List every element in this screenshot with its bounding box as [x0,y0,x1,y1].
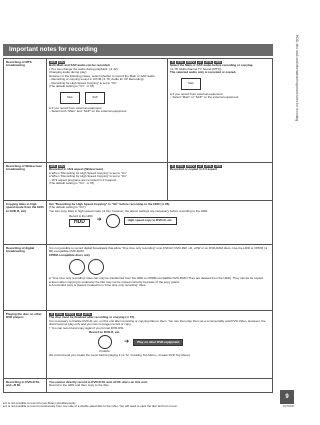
text-line: You can copy titles in high speed mode (➔ 61); however, the above settings are necessary before recording to the HDD. [49,208,209,213]
illus-caption: Finalize [99,349,110,353]
row-col2 [168,163,273,201]
disc-icon [106,214,120,228]
row-label: Copying titles in high speed mode from the HDD to DVD-R, etc) [4,201,47,245]
text-line: ● "One time only recording" titles can only be transferred from the HDD to CPRM compatible DVD-RAM (They are deleted from the HDD). They cannot be copied. [49,276,264,280]
text-line: Recorded or copied in 4:3 aspect [170,167,218,171]
badge: +R DL [83,312,91,316]
page-number: 9 [280,390,294,404]
tv-illustration: Main [60,92,80,104]
side-tab: HDD, disc and card information/Important notes for recording [295,35,299,122]
text-line: (➔ 78, Multi-channel TV Sound (MTS)) [170,66,222,71]
badge: -R DL [55,312,63,316]
text-line: The selected audio only is recorded or copied. [170,70,237,74]
badge: HDD [50,164,56,168]
text-line: • You can change the audio during playback. (➔ 42) [49,66,118,71]
row-col1 [47,59,168,163]
text-line: We recommend you create the menu before playing it (➔ 72, Creating Top Menu—Create DVD Top Menu). [49,352,191,357]
text-line: – Select both "Main" and "SAP" on the external equipment. [49,109,128,113]
row-label: Playing the disc on other DVD players [4,311,47,379]
row-label: Recording of digital broadcasting [4,245,47,311]
page-code: RQT8308 [282,405,294,408]
row-col1 [47,163,168,201]
illus-caption: Record to the HDD [69,213,93,218]
row-label: Recording to DVD-R DL and +R DL [4,379,47,393]
text-line: Changing audio during play) [49,70,87,74]
text-line: ● Even when copying is underway the title may not be copied correctly because of the copy guard. [49,279,180,284]
arrow-icon: ➔ [124,338,130,345]
text-line: However in the following cases, select whether to record the Main or SAP audio. [49,73,156,78]
badge: HDD [50,60,56,64]
row-heading: Both Main and SAP audio can be recorded. [49,63,111,67]
text-line: It is necessary to finalize DVD-R, etc. on this unit after recording or copying titles to them. You can then play them as a commercially sold DVD-Video. However, the discs become play-only and you can no longer record or copy. [49,318,266,326]
row-heading: The disc must be finalized after recording or copying (➔ 72). [49,315,135,319]
footnote: ● It is not possible to record continuously from one side of a double sided disc to the other. You will need to eject the disc and turn it over. [3,404,178,409]
text-line: – Recording for High Speed Copying" is set to "On" [49,80,118,85]
text-line: ● If you record from external equipment [49,105,102,110]
table-row [4,59,273,163]
row-label: Recording of MTS broadcasting [4,59,47,163]
text-line: ● A recorded copy is placed created from "One time only recording" titles. [49,283,147,287]
text-line: ● When "Recording for High Speed Copying" is set to "On" [49,174,127,178]
row-body [47,201,273,245]
text-line: CPRM compatible discs only [49,252,91,257]
row-col2 [168,59,273,163]
table-row [4,245,273,311]
footnote: ● It is not possible to record to two library simultaneously. [3,401,77,405]
badge: +R [198,60,202,64]
text-line: – 16:9 aspect programs are recorded in 4:3 aspect. [49,177,118,182]
badge: -R [50,312,53,316]
text-line: (The default setting is "On") [49,205,86,209]
disc-icon [69,259,85,275]
row-body [47,245,273,311]
text-line: (The default setting is "On". ➔ 78) [49,84,94,88]
badge: +R [198,164,202,168]
illus-caption: High speed copy to DVD-R, etc. [124,217,177,225]
text-line: ● When "Recording for High Speed Copying" is set to "On" [49,170,127,175]
table-row [4,379,273,393]
text-line: † You can record and copy again if you format DVD-RW. [49,325,124,330]
text-line: – Recording or copying sound in LPCM (➔ 78, Audio for XP Recording) [49,77,144,81]
badge: RAM [58,60,65,64]
badge: -RW(V) [186,164,196,168]
badge: +R [77,312,81,316]
play-box [133,339,183,347]
badge: +R DL [204,60,212,64]
table-row [4,201,273,245]
table-row [4,311,273,379]
text-line: – Select "Main" or "SAP" on the external equipment. [170,95,240,99]
row-body [47,379,273,393]
row-heading: Recorded in 16:9 aspect (Widescreen) [49,167,104,171]
text-line: Select the Main or SAP audio before recording or copying. [170,63,254,67]
tv-illustration: SAP [85,92,105,104]
illus-caption: Play on other DVD equipment [137,339,180,344]
badge: +RW [214,164,221,168]
text-line: Set "Recording for High Speed Copying" to "On" before recording to the HDD (➔ 78). [49,201,171,206]
illus-caption: Record to DVD-R, etc. [89,330,121,334]
text-line: Record to the HDD and then copy to the disc. [49,383,110,387]
tv-illustration: Main [181,78,201,90]
row-label: Recording of Widescreen broadcasting [4,163,47,201]
text-line: You cannot directly record to DVD-R DL and +R DL discs on this unit. [49,379,148,384]
table-row [4,163,273,201]
badge: +R DL [204,164,212,168]
badge: +RW [214,60,221,64]
badge: -R [171,60,174,64]
text-line: It is not possible to record digital broadcasts that allow "One time only recording" onto DVD-R, DVD-RW, +R, +RW or on DVD-RAM discs. Use the HDD or CPRM (➔ 80) compatible DVD-RAM. [49,245,268,253]
section-header: Important notes for recording [3,44,273,56]
badge: RAM [58,164,65,168]
text-line: ● If you record from external equipment [170,91,223,96]
disc-icon [88,259,104,275]
badge: -R DL [176,164,184,168]
badge: -R [171,164,174,168]
disc-icon [98,335,112,349]
badge: -R DL [176,60,184,64]
badge: -RW(V) [65,312,75,316]
text-line: (The default setting is "On". ➔ 78) [49,181,94,185]
arrow-icon: ➔ [96,217,102,224]
row-body [47,311,273,379]
hdd-box: HDD [69,219,90,227]
footnotes [3,402,273,409]
notes-table [3,58,273,393]
badge: -RW(V) [186,60,196,64]
